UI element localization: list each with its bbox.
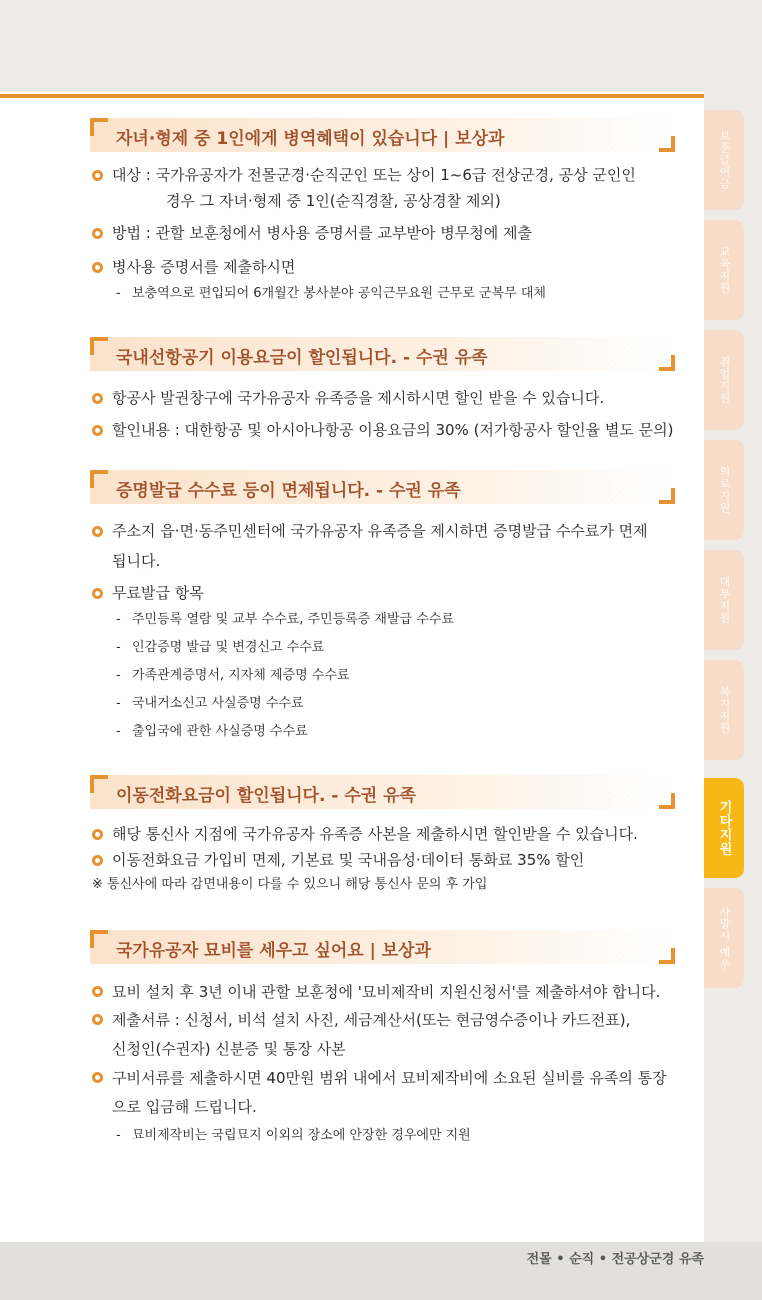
footer-text: 전몰 • 순직 • 전공상군경 유족 bbox=[526, 1252, 704, 1267]
section-title: 증명발급 수수료 등이 면제됩니다. - 수권 유족 bbox=[116, 481, 461, 501]
item-continuation: 됩니다. bbox=[112, 552, 161, 570]
tab-label: 대부지원 bbox=[718, 576, 731, 624]
section-certificate-fees bbox=[90, 470, 685, 746]
section-title: 이동전화요금이 할인됩니다. - 수권 유족 bbox=[116, 786, 416, 806]
section-heading bbox=[90, 775, 675, 809]
list-item bbox=[90, 254, 685, 280]
item-text: 방법 : 관할 보훈청에서 병사용 증명서를 교부받아 병무청에 제출 bbox=[112, 224, 532, 242]
list-item bbox=[90, 580, 685, 606]
section-tombstone bbox=[90, 930, 685, 1150]
list-item bbox=[90, 516, 685, 576]
bullet-icon bbox=[92, 425, 103, 436]
section-title: 국내선항공기 이용요금이 할인됩니다. - 수권 유족 bbox=[116, 348, 488, 368]
section-heading bbox=[90, 118, 675, 152]
corner-ornament bbox=[659, 355, 675, 371]
tab-label: 복지지원 bbox=[718, 686, 731, 734]
section-mobile-fees bbox=[90, 775, 685, 897]
bullet-icon bbox=[92, 1072, 103, 1083]
sub-item: - 주민등록 열람 및 교부 수수료, 주민등록증 재발급 수수료 bbox=[90, 606, 685, 634]
item-continuation: 경우 그 자녀·형제 중 1인(순직경찰, 공상경찰 제외) bbox=[166, 192, 501, 210]
list-item bbox=[90, 417, 685, 443]
bullet-icon bbox=[92, 588, 103, 599]
tab-death-honor[interactable] bbox=[704, 888, 744, 988]
corner-ornament bbox=[659, 136, 675, 152]
tab-benefits[interactable] bbox=[704, 110, 744, 210]
list-item bbox=[90, 1006, 685, 1064]
item-text: 병사용 증명서를 제출하시면 bbox=[112, 258, 296, 276]
section-heading bbox=[90, 470, 675, 504]
bullet-icon bbox=[92, 393, 103, 404]
corner-ornament bbox=[90, 118, 108, 136]
list-item bbox=[90, 847, 685, 873]
sub-item: - 국내거소신고 사실증명 수수료 bbox=[90, 690, 685, 718]
bullet-icon bbox=[92, 855, 103, 866]
item-continuation: 신청인(수권자) 신분증 및 통장 사본 bbox=[112, 1040, 346, 1058]
tab-employment[interactable] bbox=[704, 330, 744, 430]
stripe-ornament bbox=[609, 118, 655, 152]
item-text: 항공사 발권창구에 국가유공자 유족증을 제시하시면 할인 받을 수 있습니다. bbox=[112, 389, 605, 407]
tab-label: 취업지원 bbox=[718, 356, 731, 404]
corner-ornament bbox=[659, 793, 675, 809]
corner-ornament bbox=[90, 930, 108, 948]
item-text: 할인내용 : 대한항공 및 아시아나항공 이용요금의 30% (저가항공사 할인율 별도 문의) bbox=[112, 421, 674, 439]
sub-item: - 보충역으로 편입되어 6개월간 봉사분야 공익근무요원 근무로 군복무 대체 bbox=[90, 280, 685, 308]
sub-item: - 출입국에 관한 사실증명 수수료 bbox=[90, 718, 685, 746]
sub-item: - 가족관계증명서, 지자체 제증명 수수료 bbox=[90, 662, 685, 690]
top-band bbox=[0, 0, 762, 92]
section-heading bbox=[90, 337, 675, 371]
section-military bbox=[90, 118, 685, 308]
item-text: 대상 : 국가유공자가 전몰군경·순직군인 또는 상이 1~6급 전상군경, 공상 군인인 bbox=[112, 166, 636, 184]
tab-label: 교육지원 bbox=[718, 246, 731, 294]
tab-label: 사망시 예우 bbox=[718, 905, 731, 971]
item-text: 묘비 설치 후 3년 이내 관할 보훈청에 '묘비제작비 지원신청서'를 제출하셔야 합니다. bbox=[112, 983, 661, 1001]
tab-other[interactable] bbox=[704, 778, 744, 878]
item-text: 주소지 읍·면·동주민센터에 국가유공자 유족증을 제시하면 증명발급 수수료가 면제 bbox=[112, 522, 648, 540]
item-text: 이동전화요금 가입비 면제, 기본료 및 국내음성·데이터 통화료 35% 할인 bbox=[112, 851, 585, 869]
corner-ornament bbox=[90, 470, 108, 488]
sub-item: - 묘비제작비는 국립묘지 이외의 장소에 안장한 경우에만 지원 bbox=[90, 1122, 685, 1150]
item-text: 무료발급 항목 bbox=[112, 584, 204, 602]
tab-medical[interactable] bbox=[704, 440, 744, 540]
section-title: 국가유공자 묘비를 세우고 싶어요 | 보상과 bbox=[116, 941, 431, 961]
tab-education[interactable] bbox=[704, 220, 744, 320]
list-item bbox=[90, 821, 685, 847]
top-rule bbox=[0, 94, 704, 98]
bullet-icon bbox=[92, 526, 103, 537]
stripe-ornament bbox=[609, 930, 655, 964]
bullet-icon bbox=[92, 986, 103, 997]
bullet-icon bbox=[92, 1014, 103, 1025]
item-text: 해당 통신사 지점에 국가유공자 유족증 사본을 제출하시면 할인받을 수 있습니다. bbox=[112, 825, 638, 843]
corner-ornament bbox=[659, 948, 675, 964]
tab-loan[interactable] bbox=[704, 550, 744, 650]
stripe-ornament bbox=[609, 775, 655, 809]
tab-label: 기타지원 bbox=[716, 800, 732, 856]
section-heading bbox=[90, 930, 675, 964]
list-item bbox=[90, 220, 685, 246]
stripe-ornament bbox=[609, 470, 655, 504]
list-item bbox=[90, 978, 685, 1006]
bullet-icon bbox=[92, 829, 103, 840]
list-item bbox=[90, 385, 685, 411]
list-item bbox=[90, 162, 685, 214]
stripe-ornament bbox=[609, 337, 655, 371]
note-text: ※ 통신사에 따라 감면내용이 다를 수 있으니 해당 통신사 문의 후 가입 bbox=[92, 877, 488, 892]
section-airfare bbox=[90, 337, 685, 443]
tab-label: 보훈급여금 bbox=[718, 130, 731, 190]
section-title: 자녀·형제 중 1인에게 병역혜택이 있습니다 | 보상과 bbox=[116, 129, 505, 149]
bullet-icon bbox=[92, 228, 103, 239]
item-text: 제출서류 : 신청서, 비석 설치 사진, 세금계산서(또는 현금영수증이나 카드전표), bbox=[112, 1011, 631, 1029]
list-item bbox=[90, 1064, 685, 1122]
corner-ornament bbox=[659, 488, 675, 504]
bullet-icon bbox=[92, 170, 103, 181]
corner-ornament bbox=[90, 775, 108, 793]
bullet-icon bbox=[92, 262, 103, 273]
tab-welfare[interactable] bbox=[704, 660, 744, 760]
tab-label: 의료지원 bbox=[718, 466, 731, 514]
item-text: 구비서류를 제출하시면 40만원 범위 내에서 묘비제작비에 소요된 실비를 유족의 통장 bbox=[112, 1069, 667, 1087]
corner-ornament bbox=[90, 337, 108, 355]
item-continuation: 으로 입금해 드립니다. bbox=[112, 1098, 257, 1116]
sub-item: - 인감증명 발급 및 변경신고 수수료 bbox=[90, 634, 685, 662]
